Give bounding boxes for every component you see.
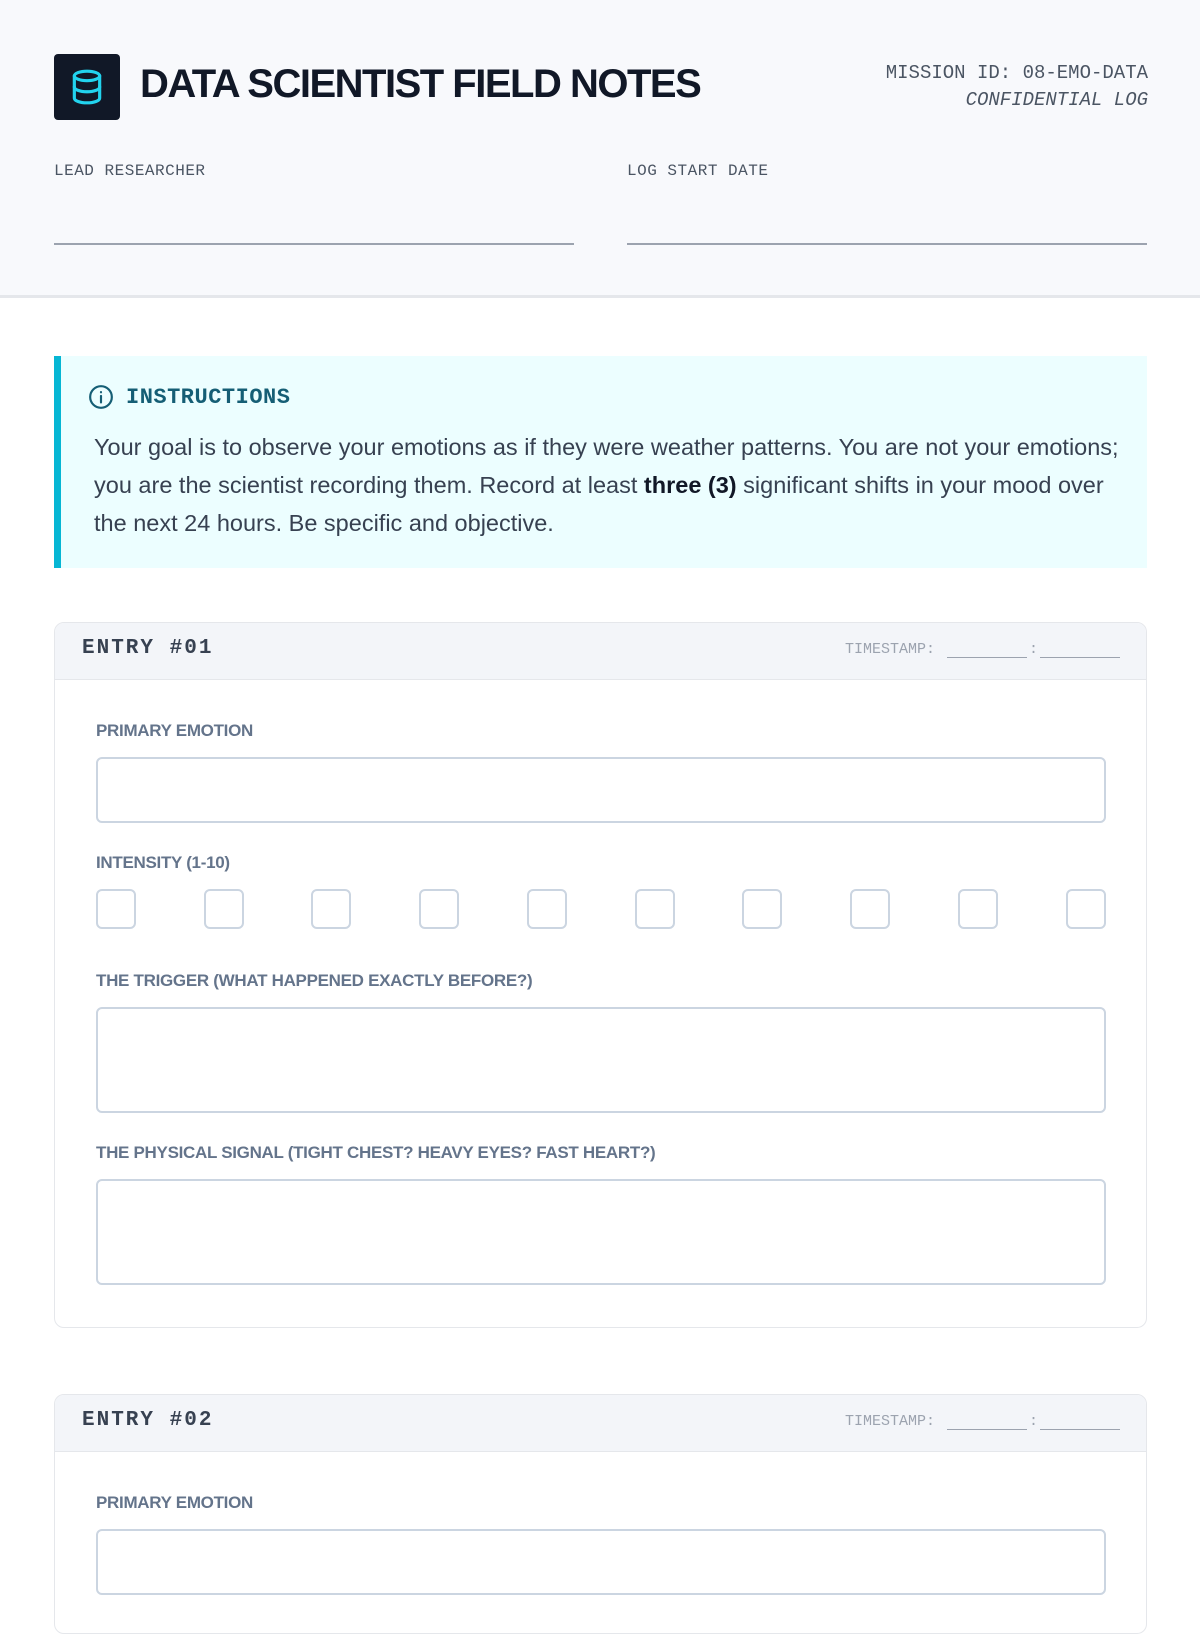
mission-info bbox=[886, 60, 1148, 114]
intensity-box-6[interactable] bbox=[635, 889, 675, 929]
timestamp-hour-field[interactable] bbox=[947, 1415, 1027, 1430]
trigger-label: THE TRIGGER (WHAT HAPPENED EXACTLY BEFORE?) bbox=[96, 971, 533, 990]
physical-signal-label: THE PHYSICAL SIGNAL (TIGHT CHEST? HEAVY EYES? FAST HEART?) bbox=[96, 1143, 656, 1162]
intensity-scale bbox=[96, 889, 1106, 929]
info-icon bbox=[88, 384, 114, 410]
timestamp-minute-field[interactable] bbox=[1040, 1415, 1120, 1430]
primary-emotion-input[interactable] bbox=[96, 757, 1106, 823]
lead-researcher-field[interactable] bbox=[54, 243, 574, 245]
intensity-box-1[interactable] bbox=[96, 889, 136, 929]
timestamp-separator: : bbox=[1028, 641, 1038, 658]
intensity-box-3[interactable] bbox=[311, 889, 351, 929]
intensity-box-4[interactable] bbox=[419, 889, 459, 929]
lead-researcher-label: LEAD RESEARCHER bbox=[54, 162, 206, 180]
database-icon bbox=[68, 68, 106, 106]
instructions-text-part: significant shifts in your mood over the next 24 hours. Be specific and objective. bbox=[94, 472, 1104, 536]
intensity-box-10[interactable] bbox=[1066, 889, 1106, 929]
physical-signal-input[interactable] bbox=[96, 1179, 1106, 1285]
primary-emotion-label: PRIMARY EMOTION bbox=[96, 721, 254, 740]
log-start-date-field[interactable] bbox=[627, 243, 1147, 245]
instructions-panel bbox=[54, 356, 1147, 568]
entry-header bbox=[55, 623, 1146, 680]
log-start-date-label: LOG START DATE bbox=[627, 162, 769, 180]
trigger-input[interactable] bbox=[96, 1007, 1106, 1113]
entry-card bbox=[54, 1394, 1147, 1634]
intensity-box-7[interactable] bbox=[742, 889, 782, 929]
instructions-text-part: Your goal is to observe your emotions as if they were weather patterns. You are not your emotions; you are the scientist recording them. Record at least bbox=[94, 434, 1119, 498]
logo bbox=[54, 54, 120, 120]
timestamp-separator: : bbox=[1028, 1413, 1038, 1430]
instructions-title: INSTRUCTIONS bbox=[126, 384, 291, 410]
instructions-header bbox=[88, 384, 290, 410]
primary-emotion-input[interactable] bbox=[96, 1529, 1106, 1595]
timestamp bbox=[845, 641, 1120, 658]
timestamp-label: TIMESTAMP: bbox=[844, 1413, 935, 1430]
intensity-box-2[interactable] bbox=[204, 889, 244, 929]
page-header bbox=[0, 0, 1200, 298]
intensity-box-5[interactable] bbox=[527, 889, 567, 929]
timestamp-hour-field[interactable] bbox=[947, 643, 1027, 658]
entry-title: ENTRY #01 bbox=[82, 637, 214, 660]
confidential-label: CONFIDENTIAL LOG bbox=[965, 89, 1148, 111]
intensity-box-9[interactable] bbox=[958, 889, 998, 929]
timestamp bbox=[845, 1413, 1120, 1430]
entry-card bbox=[54, 622, 1147, 1328]
mission-id: MISSION ID: 08-EMO-DATA bbox=[885, 62, 1148, 84]
intensity-box-8[interactable] bbox=[850, 889, 890, 929]
instructions-text bbox=[94, 428, 1124, 542]
timestamp-label: TIMESTAMP: bbox=[844, 641, 935, 658]
primary-emotion-label: PRIMARY EMOTION bbox=[96, 1493, 254, 1512]
instructions-text-bold: three (3) bbox=[643, 472, 737, 498]
entry-title: ENTRY #02 bbox=[82, 1409, 214, 1432]
timestamp-minute-field[interactable] bbox=[1040, 643, 1120, 658]
page-title: DATA SCIENTIST FIELD NOTES bbox=[140, 62, 701, 106]
intensity-label: INTENSITY (1-10) bbox=[96, 853, 230, 872]
entry-header bbox=[55, 1395, 1146, 1452]
